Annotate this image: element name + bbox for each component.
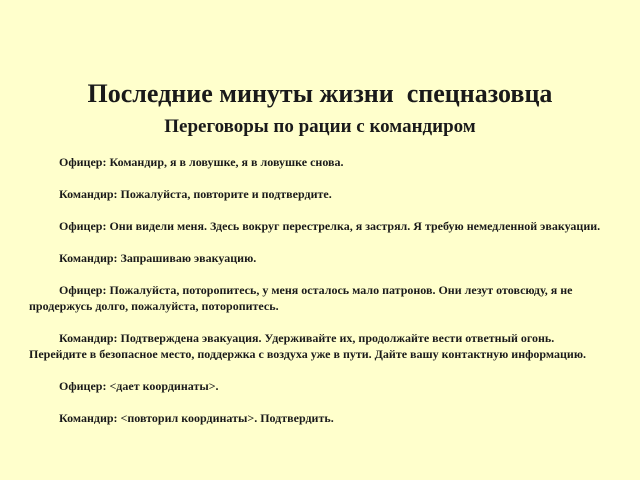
dialogue-line-commander-4: Командир: <повторил координаты>. Подтвердить. xyxy=(59,411,334,425)
dialogue-line-officer-4: Офицер: <дает координаты>. xyxy=(59,379,219,393)
dialogue-line-officer-1: Офицер: Командир, я в ловушке, я в ловушке снова. xyxy=(59,155,344,169)
line-spacer xyxy=(29,234,609,250)
line-spacer xyxy=(29,314,609,330)
dialogue-line-officer-2: Офицер: Они видели меня. Здесь вокруг перестрелка, я застрял. Я требую немедленной эвакуации. xyxy=(59,219,601,233)
slide-title: Последние минуты жизни спецназовца xyxy=(87,79,553,108)
slide-subtitle: Переговоры по рации с командиром xyxy=(164,116,476,137)
dialogue-line-officer-3: Офицер: Пожалуйста, поторопитесь, у меня осталось мало патронов. Они лезут отовсюду, я не продержусь долго, пожалуйста, поторопитесь. xyxy=(29,283,573,313)
line-spacer xyxy=(29,170,609,186)
line-spacer xyxy=(29,362,609,378)
dialogue-line-commander-2: Командир: Запрашиваю эвакуацию. xyxy=(59,251,257,265)
line-spacer xyxy=(29,202,609,218)
radio-dialogue xyxy=(29,154,609,426)
line-spacer xyxy=(29,266,609,282)
dialogue-line-commander-3: Командир: Подтверждена эвакуация. Удерживайте их, продолжайте вести ответный огонь. Перейдите в безопасное место, поддержка с воздуха уже в пути. Дайте вашу контактную информацию. xyxy=(29,331,586,361)
dialogue-line-commander-1: Командир: Пожалуйста, повторите и подтвердите. xyxy=(59,187,332,201)
line-spacer xyxy=(29,394,609,410)
